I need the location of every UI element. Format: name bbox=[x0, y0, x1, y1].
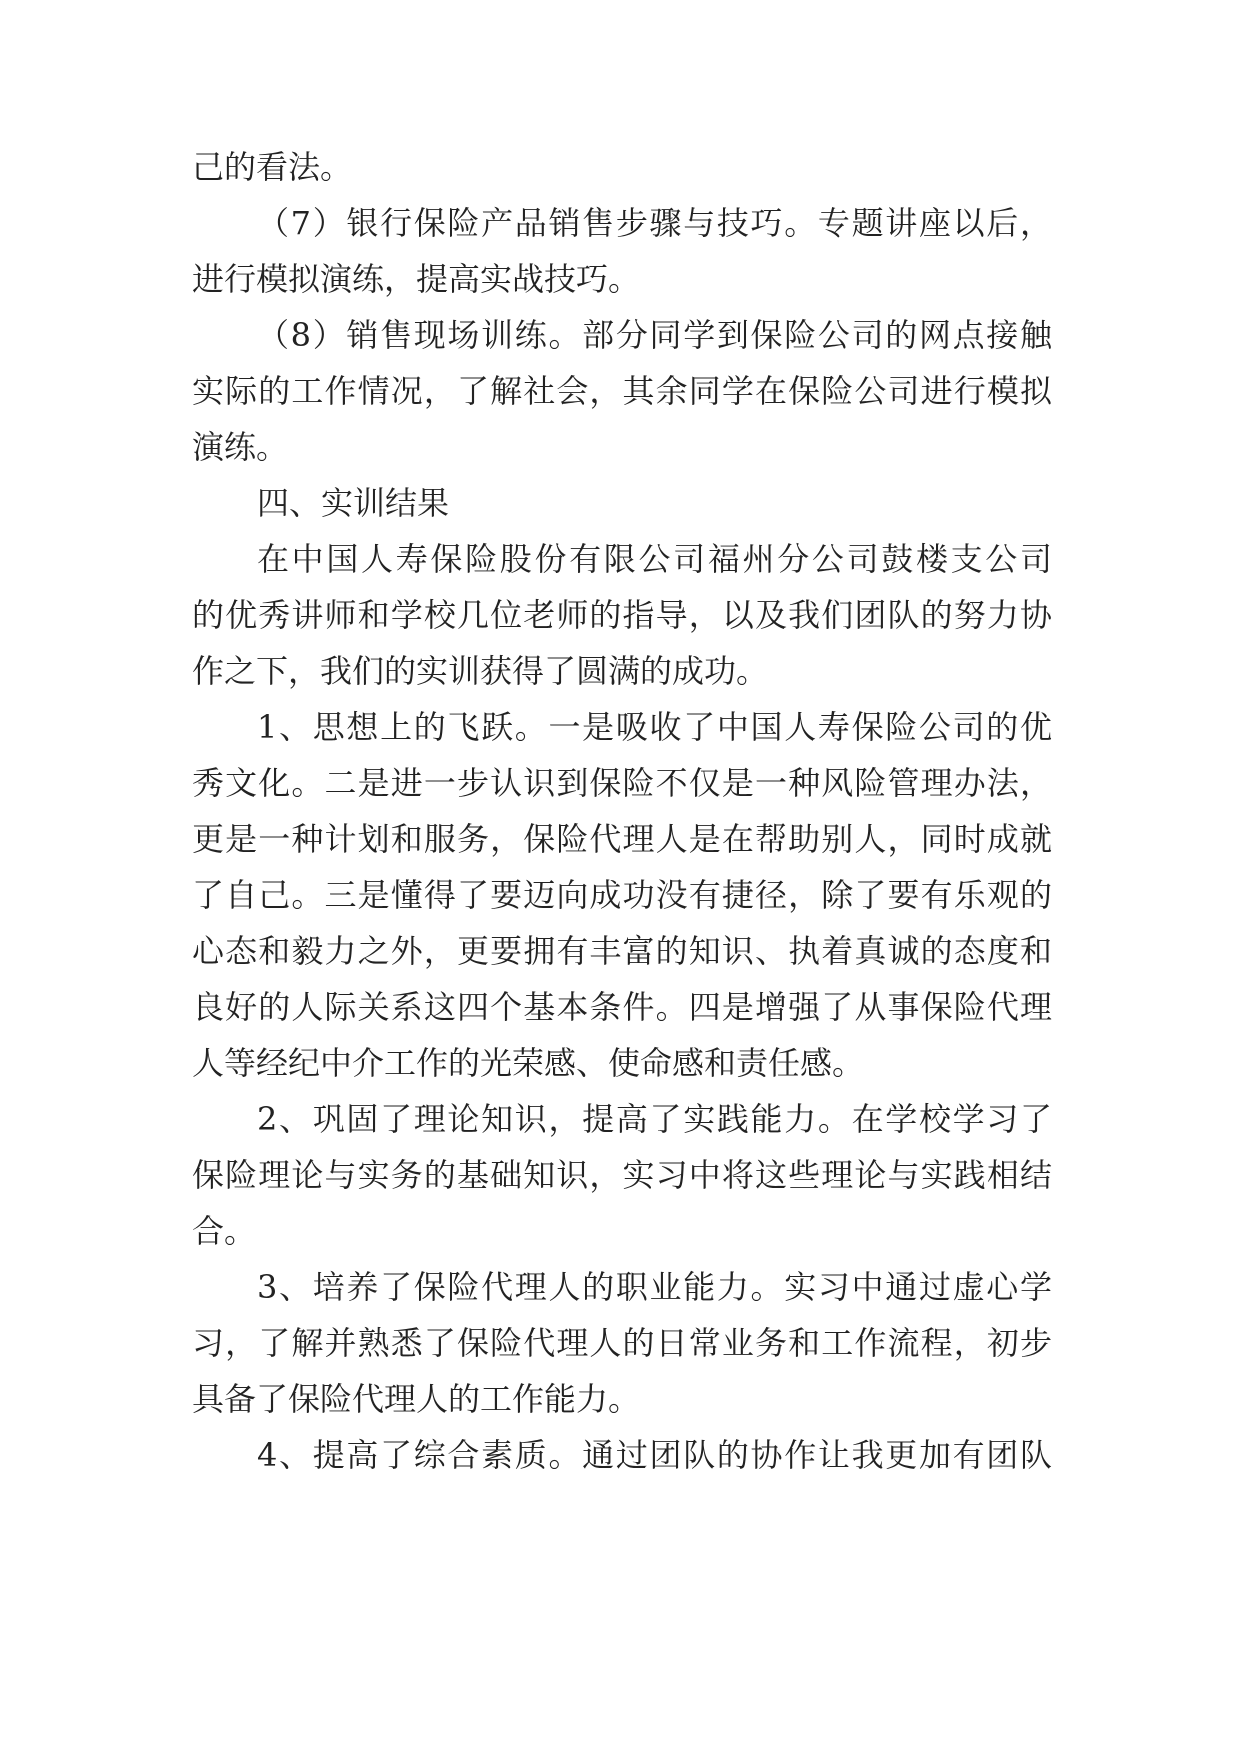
text-line: 秀文化。二是进一步认识到保险不仅是一种风险管理办法， bbox=[192, 764, 1052, 802]
text-line: 人等经纪中介工作的光荣感、使命感和责任感。 bbox=[192, 1044, 865, 1082]
text-line: 保险理论与实务的基础知识，实习中将这些理论与实践相结 bbox=[192, 1156, 1052, 1194]
text-line: 演练。 bbox=[192, 428, 289, 466]
text-line: （8）销售现场训练。部分同学到保险公司的网点接触 bbox=[257, 316, 1052, 354]
text-line: 2、巩固了理论知识，提高了实践能力。在学校学习了 bbox=[257, 1100, 1052, 1138]
text-line: 的优秀讲师和学校几位老师的指导，以及我们团队的努力协 bbox=[192, 596, 1052, 634]
text-line: 心态和毅力之外，更要拥有丰富的知识、执着真诚的态度和 bbox=[192, 932, 1052, 970]
text-line: 良好的人际关系这四个基本条件。四是增强了从事保险代理 bbox=[192, 988, 1052, 1026]
text-line: 3、培养了保险代理人的职业能力。实习中通过虚心学 bbox=[257, 1268, 1052, 1306]
section-heading: 四、实训结果 bbox=[257, 484, 450, 522]
text-line: 实际的工作情况，了解社会，其余同学在保险公司进行模拟 bbox=[192, 372, 1052, 410]
text-line: 1、思想上的飞跃。一是吸收了中国人寿保险公司的优 bbox=[257, 708, 1052, 746]
text-line: 4、提高了综合素质。通过团队的协作让我更加有团队 bbox=[257, 1436, 1052, 1474]
text-line: 了自己。三是懂得了要迈向成功没有捷径，除了要有乐观的 bbox=[192, 876, 1052, 914]
text-line: 己的看法。 bbox=[192, 148, 353, 186]
text-line: 进行模拟演练，提高实战技巧。 bbox=[192, 260, 641, 298]
text-line: 更是一种计划和服务，保险代理人是在帮助别人，同时成就 bbox=[192, 820, 1052, 858]
text-line: 习，了解并熟悉了保险代理人的日常业务和工作流程，初步 bbox=[192, 1324, 1052, 1362]
text-line: （7）银行保险产品销售步骤与技巧。专题讲座以后， bbox=[257, 204, 1052, 242]
text-line: 在中国人寿保险股份有限公司福州分公司鼓楼支公司 bbox=[257, 540, 1052, 578]
text-line: 合。 bbox=[192, 1212, 257, 1250]
text-line: 具备了保险代理人的工作能力。 bbox=[192, 1380, 641, 1418]
text-line: 作之下，我们的实训获得了圆满的成功。 bbox=[192, 652, 769, 690]
